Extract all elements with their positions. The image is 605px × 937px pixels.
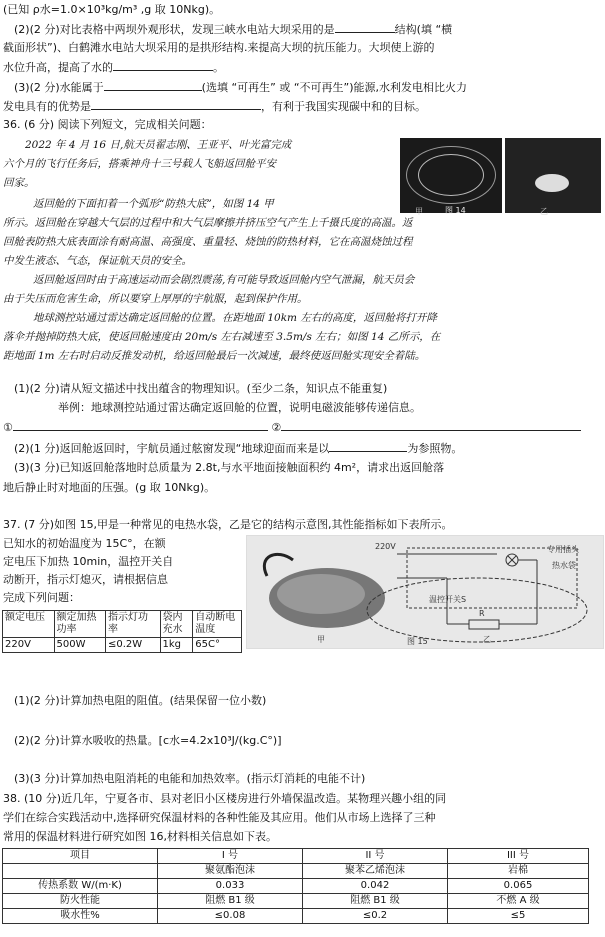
spec-value: ≤0.2W [106, 638, 161, 653]
table-cell: 岩棉 [448, 864, 589, 879]
q36-p2-line4: 中发生液态、气态，保证航天员的安全。 [3, 255, 192, 267]
fig15-resistor-label: R [479, 609, 485, 618]
table-row [3, 611, 242, 638]
q38-intro [3, 792, 603, 849]
q35-2-text-a: (2)(2 分)对比表格中两坝外观形状，发现三峡水电站大坝采用的是 [14, 23, 335, 36]
q35-2-text-c: 水位升高，提高了水的 [3, 61, 113, 74]
fig14-jia-label: 甲 [415, 207, 423, 216]
table-row [3, 909, 589, 924]
q36-2-text-b: 为参照物。 [407, 442, 463, 455]
table-cell: 0.065 [448, 879, 589, 894]
fig15-plug-label: 专用插头 [547, 545, 579, 554]
table-cell: 阻燃 B1 级 [303, 894, 448, 909]
q36-1-answer-1[interactable] [13, 420, 268, 431]
q36-p3-line2: 由于失压而危害生命，所以要穿上厚厚的宇航服，起到保护作用。 [3, 293, 308, 305]
table-cell: 0.033 [158, 879, 303, 894]
table-cell: ≤5 [448, 909, 589, 924]
q35-3-text-a: (3)(2 分)水能属于 [14, 81, 104, 94]
spec-header: 额定电压 [3, 611, 55, 638]
power-cord [264, 554, 293, 576]
q36-2-text-a: (2)(1 分)返回舱返回时，宇航员通过舷窗发现“地球迎面而来是以 [14, 442, 330, 455]
resistor-symbol [469, 620, 499, 629]
q35-2-line2: 截面形状”)、白鹤滩水电站大坝采用的是拱形结构.来提高大坝的抗压能力。大坝使上游的 [3, 41, 435, 54]
q36-p1-line3: 回家。 [3, 177, 35, 189]
table-row [3, 864, 589, 879]
q37-2-prompt: (2)(2 分)计算水吸收的热量。[c水=4.2x10³J/(kg.C°)] [14, 734, 282, 747]
given-line: (已知 ρ水=1.0×10³kg/m³ ,g 取 10Nkg)。 [3, 3, 221, 16]
spec-header: 自动断电温度 [193, 611, 242, 638]
q37-intro-line1: 已知水的初始温度为 15C°，在额 [3, 537, 166, 550]
q36-1-answers [3, 420, 602, 435]
table-cell: ≤0.2 [303, 909, 448, 924]
spec-value: 1kg [160, 638, 193, 653]
q37-title: 37. (7 分)如图 15,甲是一种常见的电热水袋，乙是它的结构示意图,其性能指标如下表所示。 [3, 518, 453, 531]
table-cell: 传热系数 W/(m·K) [3, 879, 158, 894]
q36-1-example: 举例：地球测控站通过雷达确定返回舱的位置，说明电磁波能够传递信息。 [58, 401, 421, 414]
table-header: I 号 [158, 849, 303, 864]
table-cell: 聚苯乙烯泡沫 [303, 864, 448, 879]
fig15 [246, 535, 604, 649]
table-row [3, 849, 589, 864]
q35-2-line3: 水位升高，提高了水的 。 [3, 61, 224, 74]
table-row [3, 894, 589, 909]
q35-3-energy-type-blank[interactable] [104, 80, 202, 91]
table-row [3, 879, 589, 894]
q37-3-prompt: (3)(3 分)计算加热电阻消耗的电能和加热效率。(指示灯消耗的电能不计) [14, 772, 366, 785]
q36-p2-line3: 回舱表防热大底表面涂有耐高温、高强度、重量轻、烧蚀的防热材料，它在高温烧蚀过程 [3, 236, 413, 248]
q36-1-answer-2[interactable] [281, 420, 581, 431]
spec-value: 220V [3, 638, 55, 653]
q37-intro-line4: 完成下列问题： [3, 591, 80, 604]
q37-intro-line2: 定电压下加热 10min，温控开关自 [3, 555, 174, 568]
q36-p4-line1: 地球测控站通过雷达确定返回舱的位置。在距地面 10km 左右的高度，返回舱将打开降 [33, 312, 437, 324]
q35-2-text-b: 结构(填 “横 [394, 23, 453, 36]
fig15-jia-label: 甲 [317, 635, 325, 644]
q36-p1-line1: 2022 年 4 月 16 日,航天员翟志刚、王亚平、叶光富完成 [25, 139, 292, 151]
q37-spec-table [2, 610, 242, 653]
table-cell: 吸水性% [3, 909, 158, 924]
fig14-label: 图 14 [445, 206, 466, 215]
table-row [3, 638, 242, 653]
table-cell: 不燃 A 级 [448, 894, 589, 909]
table-header: III 号 [448, 849, 589, 864]
q37-intro-line3: 动断开，指示灯熄灭，请根据信息 [3, 573, 168, 586]
q35-3-line2 [3, 99, 602, 114]
spec-value: 65C° [193, 638, 242, 653]
q36-1-prompt: (1)(2 分)请从短文描述中找出蕴含的物理知识。(至少二条，知识点不能重复) [14, 382, 388, 395]
q35-3-text-b: (选填 “可再生” 或 “不可再生”)能源,水利发电相比火力 [201, 81, 468, 94]
q35-2-energy-blank[interactable] [113, 60, 213, 71]
spec-value: 500W [54, 638, 106, 653]
answer-2-marker: ② [271, 421, 282, 434]
q36-passage-p1 [3, 137, 393, 194]
fig15-switch-label: 温控开关S [429, 595, 467, 604]
q35-2-line1 [14, 22, 602, 37]
table-cell: 聚氨酯泡沫 [158, 864, 303, 879]
q36-p4-line2: 落伞并抛掉防热大底，使返回舱速度由 20m/s 左右减速至 3.5m/s 左右；如图 14 乙所示，在 [3, 331, 441, 343]
fig14-yi-label: 乙 [540, 207, 548, 216]
q36-title: 36. (6 分) 阅读下列短文，完成相关问题： [3, 118, 212, 131]
q36-p1-line2: 六个月的飞行任务后，搭乘神舟十三号载人飞船返回舱平安 [3, 158, 276, 170]
q35-3-text-d: ，有利于我国实现碳中和的目标。 [261, 100, 426, 113]
fig15-bag-label: 热水袋 [552, 561, 576, 570]
fig15-voltage-label: 220V [375, 542, 396, 551]
q36-2-reference-blank[interactable] [329, 441, 407, 452]
q35-3-line1 [14, 80, 602, 95]
q36-p3-line1: 返回舱返回时由于高速运动而会剧烈震荡,有可能导致返回舱内空气泄漏，航天员会 [33, 274, 415, 286]
q38-line3: 常用的保温材料进行研究如图 16,材料相关信息如下表。 [3, 830, 277, 843]
spec-header: 袋内充水 [160, 611, 193, 638]
fig15-label: 图 15 [407, 637, 428, 646]
q36-p4-line3: 距地面 1m 左右时启动反推发动机，给返回舱最后一次减速，最终使返回舱实现安全着陆。 [3, 350, 426, 362]
q35-3-advantage-blank[interactable] [91, 99, 261, 110]
answer-1-marker: ① [3, 421, 13, 434]
q35-3-text-c: 发电具有的优势是 [3, 100, 91, 113]
q38-material-table [2, 848, 589, 924]
table-cell: 0.042 [303, 879, 448, 894]
q36-3-line1: (3)(3 分)已知返回舱落地时总质量为 2.8t,与水平地面接触面积约 4m²，请求出返回舱落 [14, 461, 445, 474]
q37-intro [3, 537, 243, 609]
q36-p2-line2: 所示。返回舱在穿越大气层的过程中和大气层摩擦并挤压空气产生上千摄氏度的高温。返 [3, 217, 413, 229]
q36-passage-p2 [3, 196, 603, 367]
q35-2-answer-blank[interactable] [335, 22, 395, 33]
table-cell: ≤0.08 [158, 909, 303, 924]
table-cell [3, 864, 158, 879]
fig15-yi-label: 乙 [483, 635, 491, 644]
q36-2-line [14, 441, 602, 456]
q36-3-line2: 地后静止时对地面的压强。(g 取 10Nkg)。 [3, 481, 216, 494]
table-cell: 阻燃 B1 级 [158, 894, 303, 909]
q36-p2-line1: 返回舱的下面扣着一个弧形“防热大底”，如图 14 甲 [33, 198, 274, 210]
q37-1-prompt: (1)(2 分)计算加热电阻的阻值。(结果保留一位小数) [14, 694, 267, 707]
table-header: 项目 [3, 849, 158, 864]
spec-header: 指示灯功率 [106, 611, 161, 638]
table-header: II 号 [303, 849, 448, 864]
bag-outline [367, 578, 587, 642]
spec-header: 额定加热功率 [54, 611, 106, 638]
q38-line2: 学们在综合实践活动中,选择研究保温材料的各种性能及其应用。他们从市场上选择了三种 [3, 811, 436, 824]
q38-line1: 38. (10 分)近几年，宁夏各市、县对老旧小区楼房进行外墙保温改造。某物理兴趣小组的同 [3, 792, 447, 805]
table-cell: 防火性能 [3, 894, 158, 909]
